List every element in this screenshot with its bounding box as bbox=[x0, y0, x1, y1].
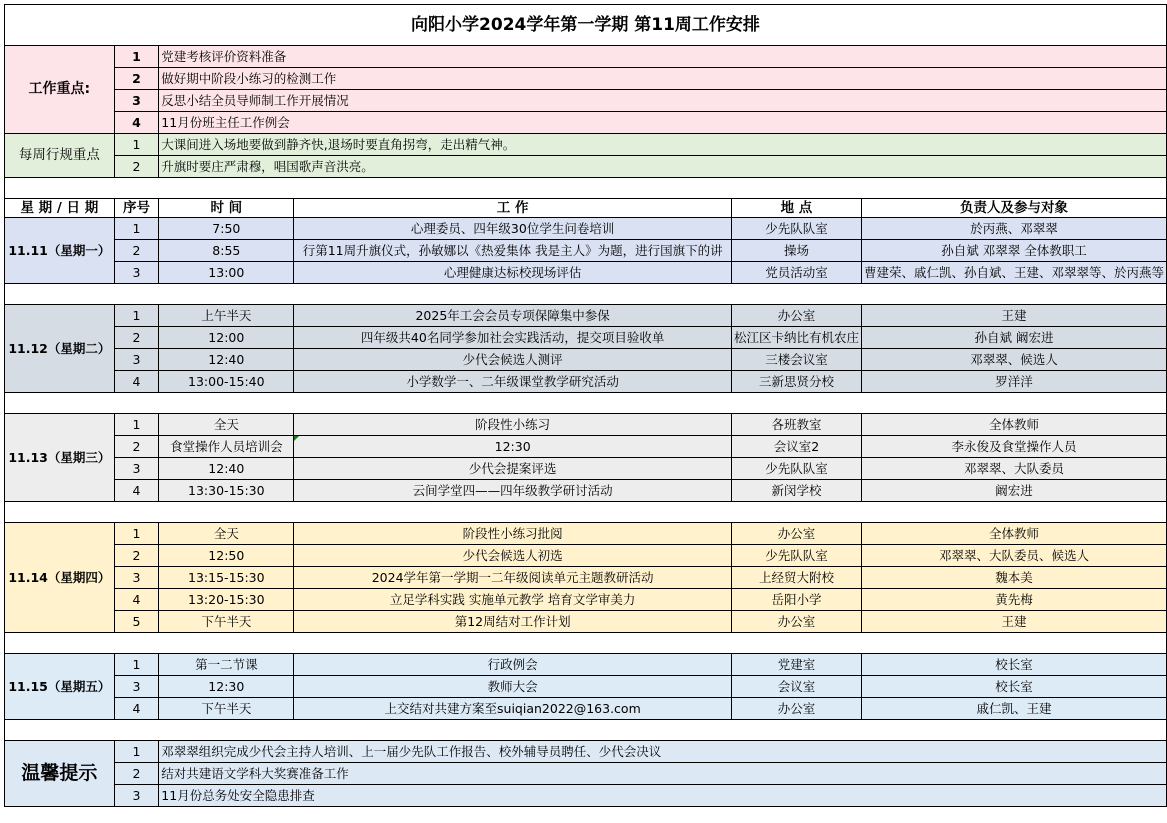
focus-item-text[interactable]: 做好期中阶段小练习的检测工作 bbox=[159, 68, 1167, 90]
tips-label: 温馨提示 bbox=[5, 741, 115, 807]
row-work[interactable]: 立足学科实践 实施单元教学 培育文学审美力 bbox=[294, 589, 732, 611]
row-person[interactable]: 校长室 bbox=[861, 654, 1166, 676]
row-person[interactable]: 曹建荣、戚仁凯、孙自斌、王建、邓翠翠等、於丙燕等 bbox=[861, 262, 1166, 284]
focus-item-no: 3 bbox=[114, 90, 159, 112]
row-time[interactable]: 食堂操作人员培训会 bbox=[159, 436, 294, 458]
row-place[interactable]: 各班教室 bbox=[731, 414, 861, 436]
row-person[interactable]: 王建 bbox=[861, 611, 1166, 633]
row-no: 1 bbox=[114, 414, 159, 436]
focus-item-text[interactable]: 反思小结全员导师制工作开展情况 bbox=[159, 90, 1167, 112]
row-work[interactable]: 云间学堂四——四年级教学研讨活动 bbox=[294, 480, 732, 502]
row-work[interactable]: 四年级共40名同学参加社会实践活动，提交项目验收单 bbox=[294, 327, 732, 349]
focus-item-text[interactable]: 11月份班主任工作例会 bbox=[159, 112, 1167, 134]
row-person[interactable]: 魏本美 bbox=[861, 567, 1166, 589]
row-work[interactable]: 教师大会 bbox=[294, 676, 732, 698]
row-no: 3 bbox=[114, 567, 159, 589]
row-place[interactable]: 少先队队室 bbox=[731, 545, 861, 567]
row-no: 1 bbox=[114, 523, 159, 545]
row-person[interactable]: 王建 bbox=[861, 305, 1166, 327]
row-work[interactable]: 少代会候选人测评 bbox=[294, 349, 732, 371]
focus-item-no: 4 bbox=[114, 112, 159, 134]
header-place: 地 点 bbox=[731, 199, 861, 218]
row-time[interactable]: 全天 bbox=[159, 414, 294, 436]
focus-item-text[interactable]: 党建考核评价资料准备 bbox=[159, 46, 1167, 68]
row-place[interactable]: 党员活动室 bbox=[731, 262, 861, 284]
header-day: 星 期 / 日 期 bbox=[5, 199, 115, 218]
row-time[interactable]: 上午半天 bbox=[159, 305, 294, 327]
row-work[interactable]: 阶段性小练习批阅 bbox=[294, 523, 732, 545]
row-person[interactable]: 李永俊及食堂操作人员 bbox=[861, 436, 1166, 458]
day-label-thu: 11.14（星期四） bbox=[5, 523, 115, 633]
row-person[interactable]: 戚仁凯、王建 bbox=[861, 698, 1166, 720]
row-no: 1 bbox=[114, 654, 159, 676]
row-person[interactable]: 孙自斌 邓翠翠 全体教职工 bbox=[861, 240, 1166, 262]
row-place[interactable]: 办公室 bbox=[731, 611, 861, 633]
day-label-tue: 11.12（星期二） bbox=[5, 305, 115, 393]
tip-item-text[interactable]: 邓翠翠组织完成少代会主持人培训、上一届少先队工作报告、校外辅导员聘任、少代会决议 bbox=[159, 741, 1167, 763]
row-person[interactable]: 校长室 bbox=[861, 676, 1166, 698]
spacer-row bbox=[5, 502, 1167, 523]
row-work[interactable]: 心理健康达标校现场评估 bbox=[294, 262, 732, 284]
row-work[interactable]: 上交结对共建方案至suiqian2022@163.com bbox=[294, 698, 732, 720]
row-person[interactable]: 全体教师 bbox=[861, 523, 1166, 545]
row-place[interactable]: 操场 bbox=[731, 240, 861, 262]
row-work[interactable]: 2025年工会会员专项保障集中参保 bbox=[294, 305, 732, 327]
focus-item-no: 2 bbox=[114, 68, 159, 90]
header-time: 时 间 bbox=[159, 199, 294, 218]
row-place[interactable]: 三新思贤分校 bbox=[731, 371, 861, 393]
row-work[interactable]: 少代会提案评选 bbox=[294, 458, 732, 480]
row-place[interactable]: 会议室2 bbox=[731, 436, 861, 458]
row-place[interactable]: 三楼会议室 bbox=[731, 349, 861, 371]
row-time[interactable]: 下午半天 bbox=[159, 698, 294, 720]
row-person[interactable]: 黄先梅 bbox=[861, 589, 1166, 611]
row-time[interactable]: 13:00-15:40 bbox=[159, 371, 294, 393]
row-person[interactable]: 全体教师 bbox=[861, 414, 1166, 436]
row-no: 3 bbox=[114, 349, 159, 371]
row-no: 2 bbox=[114, 327, 159, 349]
row-time[interactable]: 12:40 bbox=[159, 458, 294, 480]
row-work[interactable]: 少代会候选人初选 bbox=[294, 545, 732, 567]
conduct-label: 每周行规重点 bbox=[5, 134, 115, 178]
row-place[interactable]: 党建室 bbox=[731, 654, 861, 676]
row-no: 3 bbox=[114, 458, 159, 480]
tip-item-no: 2 bbox=[114, 763, 159, 785]
row-no: 4 bbox=[114, 480, 159, 502]
row-work[interactable]: 2024学年第一学期一二年级阅读单元主题教研活动 bbox=[294, 567, 732, 589]
row-work[interactable]: 阶段性小练习 bbox=[294, 414, 732, 436]
row-person[interactable]: 阚宏进 bbox=[861, 480, 1166, 502]
focus-item-no: 1 bbox=[114, 46, 159, 68]
row-place[interactable]: 岳阳小学 bbox=[731, 589, 861, 611]
header-work: 工 作 bbox=[294, 199, 732, 218]
row-place[interactable]: 会议室 bbox=[731, 676, 861, 698]
tip-item-no: 1 bbox=[114, 741, 159, 763]
row-time[interactable]: 7:50 bbox=[159, 218, 294, 240]
row-no: 3 bbox=[114, 676, 159, 698]
tip-item-no: 3 bbox=[114, 785, 159, 807]
row-place[interactable]: 上经贸大附校 bbox=[731, 567, 861, 589]
row-person[interactable]: 邓翠翠、大队委员 bbox=[861, 458, 1166, 480]
spacer-row bbox=[5, 393, 1167, 414]
row-time[interactable]: 13:30-15:30 bbox=[159, 480, 294, 502]
page-title: 向阳小学2024学年第一学期 第11周工作安排 bbox=[5, 5, 1167, 46]
row-place[interactable]: 少先队队室 bbox=[731, 458, 861, 480]
row-work-text: 12:30 bbox=[494, 439, 531, 454]
conduct-item-no: 1 bbox=[114, 134, 159, 156]
row-place[interactable]: 办公室 bbox=[731, 305, 861, 327]
row-no: 1 bbox=[114, 305, 159, 327]
day-label-mon: 11.11（星期一） bbox=[5, 218, 115, 284]
schedule-table bbox=[4, 4, 1167, 807]
row-work[interactable]: 心理委员、四年级30位学生问卷培训 bbox=[294, 218, 732, 240]
row-work[interactable]: 行第11周升旗仪式，孙敏娜以《热爱集体 我是主人》为题，进行国旗下的讲 bbox=[294, 240, 732, 262]
tip-item-text[interactable]: 11月份总务处安全隐患排查 bbox=[159, 785, 1167, 807]
row-no: 4 bbox=[114, 589, 159, 611]
row-person[interactable]: 於丙燕、邓翠翠 bbox=[861, 218, 1166, 240]
row-time[interactable]: 12:50 bbox=[159, 545, 294, 567]
header-no: 序号 bbox=[114, 199, 159, 218]
row-person[interactable]: 罗洋洋 bbox=[861, 371, 1166, 393]
focus-label: 工作重点: bbox=[5, 46, 115, 134]
row-work[interactable]: 小学数学一、二年级课堂教学研究活动 bbox=[294, 371, 732, 393]
row-no: 5 bbox=[114, 611, 159, 633]
row-time[interactable]: 全天 bbox=[159, 523, 294, 545]
row-time[interactable]: 13:15-15:30 bbox=[159, 567, 294, 589]
row-place[interactable]: 新闵学校 bbox=[731, 480, 861, 502]
conduct-item-text[interactable]: 大课间进入场地要做到静齐快,退场时要直角拐弯，走出精气神。 bbox=[159, 134, 1167, 156]
header-person: 负责人及参与对象 bbox=[861, 199, 1166, 218]
row-time[interactable]: 13:20-15:30 bbox=[159, 589, 294, 611]
row-work[interactable]: 第12周结对工作计划 bbox=[294, 611, 732, 633]
row-time[interactable]: 8:55 bbox=[159, 240, 294, 262]
day-label-fri: 11.15（星期五） bbox=[5, 654, 115, 720]
cell-comment-marker bbox=[294, 436, 299, 441]
spacer-row bbox=[5, 284, 1167, 305]
spacer-row bbox=[5, 720, 1167, 741]
row-work[interactable]: 行政例会 bbox=[294, 654, 732, 676]
row-work[interactable] bbox=[294, 436, 732, 458]
row-no: 2 bbox=[114, 545, 159, 567]
row-place[interactable]: 办公室 bbox=[731, 523, 861, 545]
row-person[interactable]: 邓翠翠、候选人 bbox=[861, 349, 1166, 371]
spacer-row bbox=[5, 178, 1167, 199]
tip-item-text[interactable]: 结对共建语文学科大奖赛准备工作 bbox=[159, 763, 1167, 785]
day-label-wed: 11.13（星期三） bbox=[5, 414, 115, 502]
conduct-item-text[interactable]: 升旗时要庄严肃穆，唱国歌声音洪亮。 bbox=[159, 156, 1167, 178]
row-place[interactable]: 松江区卡纳比有机农庄 bbox=[731, 327, 861, 349]
row-time[interactable]: 12:30 bbox=[159, 676, 294, 698]
row-time[interactable]: 下午半天 bbox=[159, 611, 294, 633]
row-time[interactable]: 第一二节课 bbox=[159, 654, 294, 676]
row-no: 1 bbox=[114, 218, 159, 240]
row-no: 4 bbox=[114, 698, 159, 720]
row-no: 3 bbox=[114, 262, 159, 284]
row-place[interactable]: 办公室 bbox=[731, 698, 861, 720]
conduct-item-no: 2 bbox=[114, 156, 159, 178]
row-person[interactable]: 孙自斌 阚宏进 bbox=[861, 327, 1166, 349]
row-no: 2 bbox=[114, 436, 159, 458]
row-person[interactable]: 邓翠翠、大队委员、候选人 bbox=[861, 545, 1166, 567]
spacer-row bbox=[5, 633, 1167, 654]
row-time[interactable]: 12:00 bbox=[159, 327, 294, 349]
row-time[interactable]: 12:40 bbox=[159, 349, 294, 371]
row-time[interactable]: 13:00 bbox=[159, 262, 294, 284]
row-place[interactable]: 少先队队室 bbox=[731, 218, 861, 240]
row-no: 2 bbox=[114, 240, 159, 262]
row-no: 4 bbox=[114, 371, 159, 393]
